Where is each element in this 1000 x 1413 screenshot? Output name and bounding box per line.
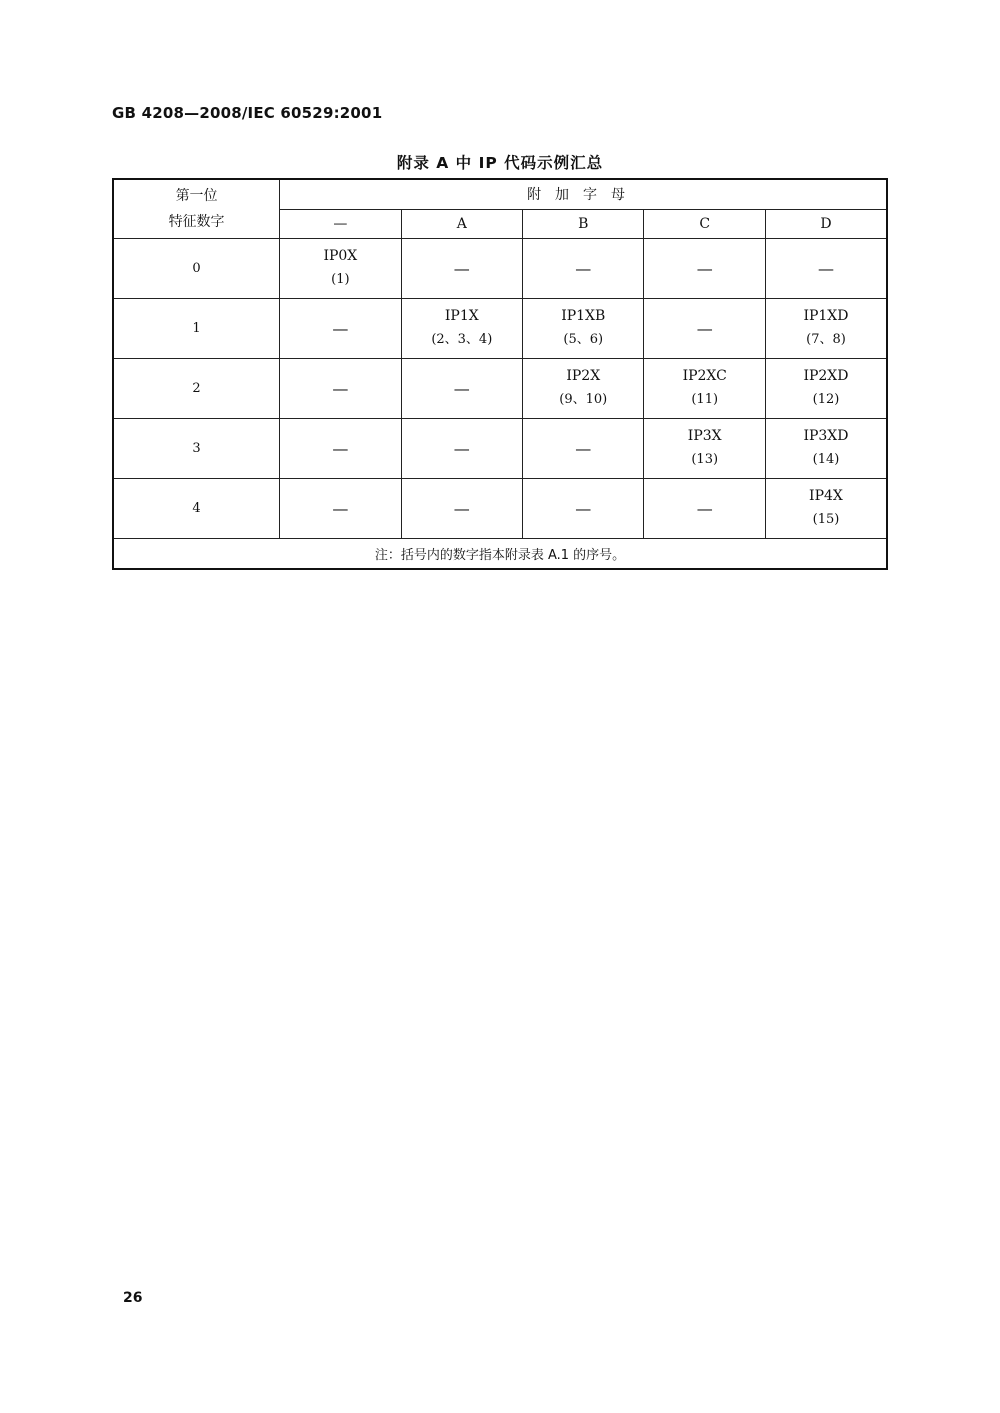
code-cell — [523, 358, 644, 418]
sub-header-c: C — [644, 209, 765, 238]
ip-code: IP2X — [566, 368, 601, 384]
code-cell — [765, 358, 887, 418]
code-cell — [280, 238, 401, 298]
code-cell — [280, 298, 401, 358]
ip-code-summary-table — [112, 178, 888, 570]
first-digit-cell: 0 — [113, 238, 280, 298]
first-digit-cell: 3 — [113, 418, 280, 478]
first-digit-header-line2: 特征数字 — [168, 213, 225, 230]
code-cell — [765, 238, 887, 298]
sub-header-b: B — [523, 209, 644, 238]
table-row — [113, 238, 887, 298]
table-row — [113, 478, 887, 538]
code-cell — [401, 238, 522, 298]
example-reference: (15) — [812, 512, 840, 527]
example-reference: (9、10) — [559, 392, 608, 407]
code-cell — [280, 478, 401, 538]
not-applicable-dash: — — [453, 498, 470, 518]
table-row — [113, 358, 887, 418]
not-applicable-dash: — — [575, 498, 592, 518]
table-row — [113, 298, 887, 358]
not-applicable-dash: — — [575, 438, 592, 458]
ip-code: IP2XD — [803, 368, 849, 384]
example-reference: (7、8) — [806, 332, 846, 347]
code-cell — [523, 478, 644, 538]
example-reference: (12) — [812, 392, 840, 407]
ip-code: IP1X — [444, 308, 479, 324]
code-cell — [765, 298, 887, 358]
code-cell — [765, 478, 887, 538]
not-applicable-dash: — — [453, 258, 470, 278]
first-digit-header — [113, 179, 280, 238]
first-digit-cell: 2 — [113, 358, 280, 418]
table-note: 注：括号内的数字指本附录表 A.1 的序号。 — [113, 538, 887, 569]
example-reference: (5、6) — [563, 332, 604, 347]
example-reference: (2、3、4) — [431, 332, 493, 347]
table-title: 附录 A 中 IP 代码示例汇总 — [396, 154, 604, 172]
example-reference: (1) — [331, 272, 350, 287]
first-digit-cell: 1 — [113, 298, 280, 358]
not-applicable-dash: — — [332, 498, 349, 518]
first-digit-cell: 4 — [113, 478, 280, 538]
ip-code: IP2XC — [682, 368, 727, 384]
ip-code: IP3XD — [803, 428, 849, 444]
code-cell — [644, 418, 765, 478]
additional-letters-header: 附加字母 — [280, 179, 887, 209]
page-number: 26 — [123, 1290, 143, 1306]
code-cell — [280, 418, 401, 478]
not-applicable-dash: — — [696, 318, 713, 338]
not-applicable-dash: — — [453, 438, 470, 458]
code-cell — [401, 418, 522, 478]
not-applicable-dash: — — [332, 378, 349, 398]
code-cell — [644, 298, 765, 358]
not-applicable-dash: — — [817, 258, 834, 278]
ip-code: IP3X — [687, 428, 722, 444]
first-digit-header-line1: 第一位 — [175, 187, 218, 204]
document-header: GB 4208—2008/IEC 60529:2001 — [112, 104, 383, 122]
code-cell — [280, 358, 401, 418]
sub-header-none: — — [280, 209, 401, 238]
sub-header-d: D — [765, 209, 887, 238]
code-cell — [765, 418, 887, 478]
example-reference: (13) — [691, 452, 719, 467]
code-cell — [401, 478, 522, 538]
ip-code: IP4X — [809, 488, 843, 504]
not-applicable-dash: — — [332, 318, 349, 338]
code-cell — [644, 478, 765, 538]
example-reference: (14) — [812, 452, 840, 467]
sub-header-a: A — [401, 209, 522, 238]
ip-code: IP1XB — [561, 308, 606, 324]
code-cell — [401, 298, 522, 358]
ip-code: IP1XD — [803, 308, 849, 324]
not-applicable-dash: — — [332, 438, 349, 458]
code-cell — [644, 358, 765, 418]
code-cell — [401, 358, 522, 418]
not-applicable-dash: — — [696, 498, 713, 518]
code-cell — [644, 238, 765, 298]
not-applicable-dash: — — [575, 258, 592, 278]
code-cell — [523, 418, 644, 478]
code-cell — [523, 298, 644, 358]
not-applicable-dash: — — [696, 258, 713, 278]
not-applicable-dash: — — [453, 378, 470, 398]
ip-code: IP0X — [323, 248, 358, 264]
example-reference: (11) — [691, 392, 719, 407]
code-cell — [523, 238, 644, 298]
table-row — [113, 418, 887, 478]
